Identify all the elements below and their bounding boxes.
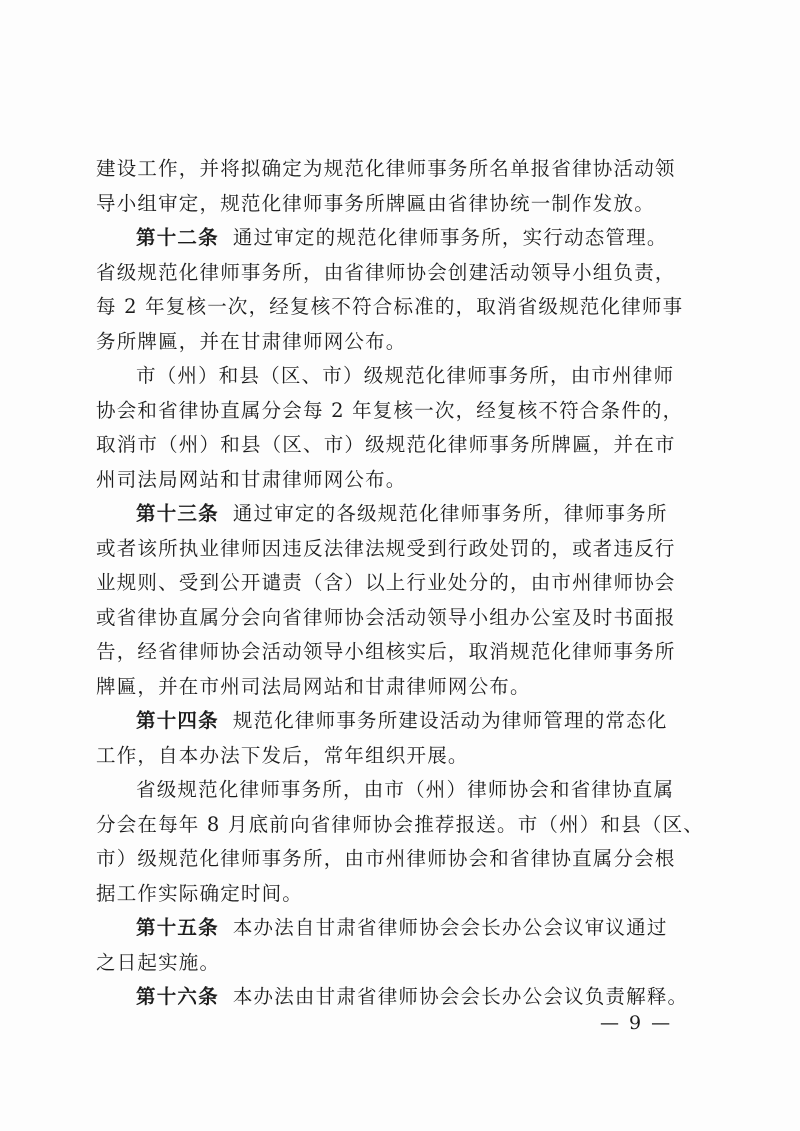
line-text: 牌匾，并在市州司法局网站和甘肃律师网公布。 (96, 674, 531, 698)
text-line (96, 256, 696, 291)
text-line (96, 877, 696, 912)
line-text: 工作，自本办法下发后，常年组织开展。 (96, 743, 469, 767)
text-line (96, 325, 696, 360)
text-line (96, 290, 696, 325)
line-text: 本办法自甘肃省律师协会会长办公会议审议通过 (232, 916, 668, 939)
article-number: 第十四条 (136, 709, 219, 732)
article-13-heading-line (96, 497, 696, 532)
line-text: 业规则、受到公开谴责（含）以上行业处分的，由市州律师协会 (96, 571, 676, 594)
text-line (96, 635, 696, 670)
text-line (96, 670, 696, 705)
line-text: 之日起实施。 (96, 950, 221, 974)
text-line (96, 152, 696, 187)
text-line (96, 566, 696, 601)
text-line (96, 946, 696, 981)
line-text: 省级规范化律师事务所，由市（州）律师协会和省律协直属 (136, 778, 675, 801)
line-text: 告，经省律师协会活动领导小组核实后，取消规范化律师事务所 (96, 640, 676, 663)
article-number: 第十二条 (136, 226, 219, 249)
text-line (96, 428, 696, 463)
line-text: 市）级规范化律师事务所，由市州律师协会和省律协直属分会根 (96, 847, 676, 870)
text-line (96, 463, 696, 498)
line-text: 分会在每年 8 月底前向省律师协会推荐报送。市（州）和县（区、 (96, 812, 705, 836)
line-text: 建设工作，并将拟确定为规范化律师事务所名单报省律协活动领 (96, 157, 676, 180)
text-line (96, 808, 705, 843)
line-text: 导小组审定，规范化律师事务所牌匾由省律协统一制作发放。 (96, 191, 655, 215)
article-14-heading-line (96, 704, 696, 739)
text-line (96, 739, 696, 774)
article-15-heading-line (96, 911, 696, 946)
line-text: 规范化律师事务所建设活动为律师管理的常态化 (232, 709, 668, 732)
article-12-heading-line (96, 221, 696, 256)
line-text: 协会和省律协直属分会每 2 年复核一次，经复核不符合条件的， (96, 398, 684, 422)
text-line (96, 187, 696, 222)
article-16-heading-line (96, 980, 696, 1015)
line-text: 市（州）和县（区、市）级规范化律师事务所，由市州律师 (136, 364, 675, 387)
line-text: 取消市（州）和县（区、市）级规范化律师事务所牌匾，并在市 (96, 433, 676, 456)
line-text: 州司法局网站和甘肃律师网公布。 (96, 467, 407, 491)
text-line (96, 601, 696, 636)
line-text: 通过审定的各级规范化律师事务所，律师事务所 (232, 502, 668, 525)
line-text: 通过审定的规范化律师事务所，实行动态管理。 (232, 226, 668, 249)
document-body (96, 152, 705, 1015)
article-number: 第十六条 (136, 985, 219, 1008)
line-text: 务所牌匾，并在甘肃律师网公布。 (96, 329, 407, 353)
text-line (96, 842, 696, 877)
line-text: 或者该所执业律师因违反法律法规受到行政处罚的，或者违反行 (96, 536, 676, 560)
article-number: 第十三条 (136, 502, 219, 525)
page-number: — 9 — (600, 1012, 673, 1034)
line-text: 省级规范化律师事务所，由省律师协会创建活动领导小组负责， (96, 260, 676, 284)
text-line (96, 394, 696, 429)
line-text: 本办法由甘肃省律师协会会长办公会议负责解释。 (232, 985, 689, 1008)
line-text: 据工作实际确定时间。 (96, 881, 304, 905)
paragraph-start-line (96, 773, 696, 808)
paragraph-start-line (96, 359, 696, 394)
line-text: 每 2 年复核一次，经复核不符合标准的，取消省级规范化律师事 (96, 295, 684, 318)
text-line (96, 532, 696, 567)
article-number: 第十五条 (136, 916, 219, 939)
line-text: 或省律协直属分会向省律师协会活动领导小组办公室及时书面报 (96, 605, 676, 629)
